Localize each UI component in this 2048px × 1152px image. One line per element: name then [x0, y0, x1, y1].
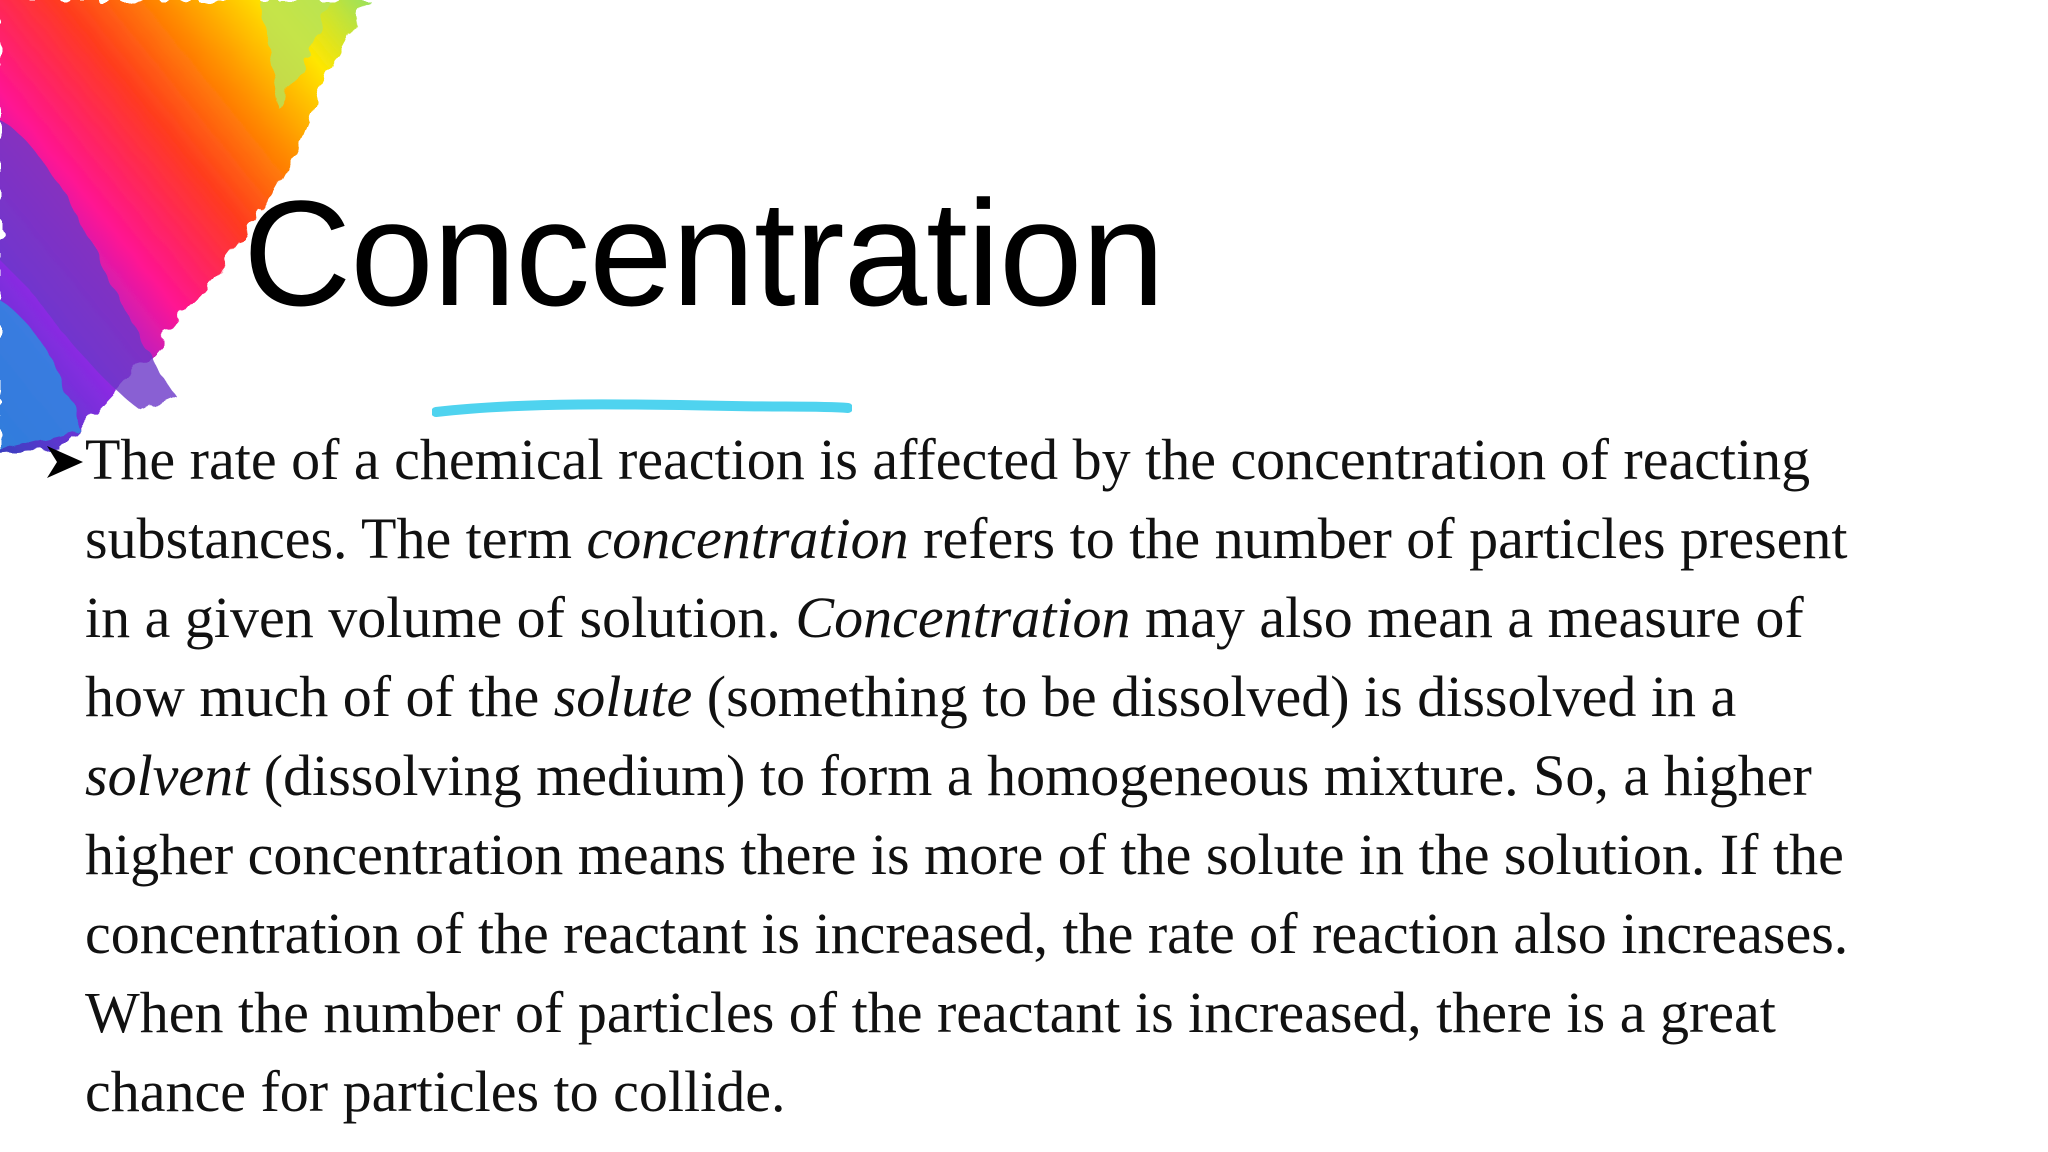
emphasized-term: solute — [553, 664, 693, 729]
paragraph-line — [85, 736, 1812, 815]
text-run: higher concentration means there is more of the solute in the solution. If the — [85, 822, 1844, 887]
arrowhead-bullet-icon — [45, 442, 85, 482]
paragraph-line — [85, 420, 1810, 499]
emphasized-term: solvent — [85, 743, 250, 808]
title-underline-stroke — [432, 396, 852, 420]
page-title: Concentration — [243, 169, 1164, 337]
emphasized-term: concentration — [586, 506, 909, 571]
paragraph-line — [85, 657, 1736, 736]
text-run: (dissolving medium) to form a homogeneous mixture. So, a higher — [249, 743, 1812, 808]
paragraph-line — [85, 578, 1804, 657]
paragraph-line — [85, 815, 1844, 894]
paragraph-line — [85, 973, 1776, 1052]
text-run: substances. The term — [85, 506, 587, 571]
text-run: in a given volume of solution. — [85, 585, 796, 650]
paragraph-line — [85, 1052, 786, 1131]
text-run: concentration of the reactant is increased, the rate of reaction also increases. — [85, 901, 1849, 966]
text-run: When the number of particles of the reactant is increased, there is a great — [85, 980, 1776, 1045]
text-run: chance for particles to collide. — [85, 1059, 786, 1124]
paragraph-line — [85, 894, 1848, 973]
text-run: refers to the number of particles present — [908, 506, 1848, 571]
emphasized-term: Concentration — [795, 585, 1131, 650]
paragraph-line — [85, 499, 1848, 578]
text-run: (something to be dissolved) is dissolved in a — [692, 664, 1737, 729]
text-run: may also mean a measure of — [1130, 585, 1804, 650]
text-run: The rate of a chemical reaction is affected by the concentration of reacting — [85, 427, 1811, 492]
text-run: how much of of the — [85, 664, 554, 729]
